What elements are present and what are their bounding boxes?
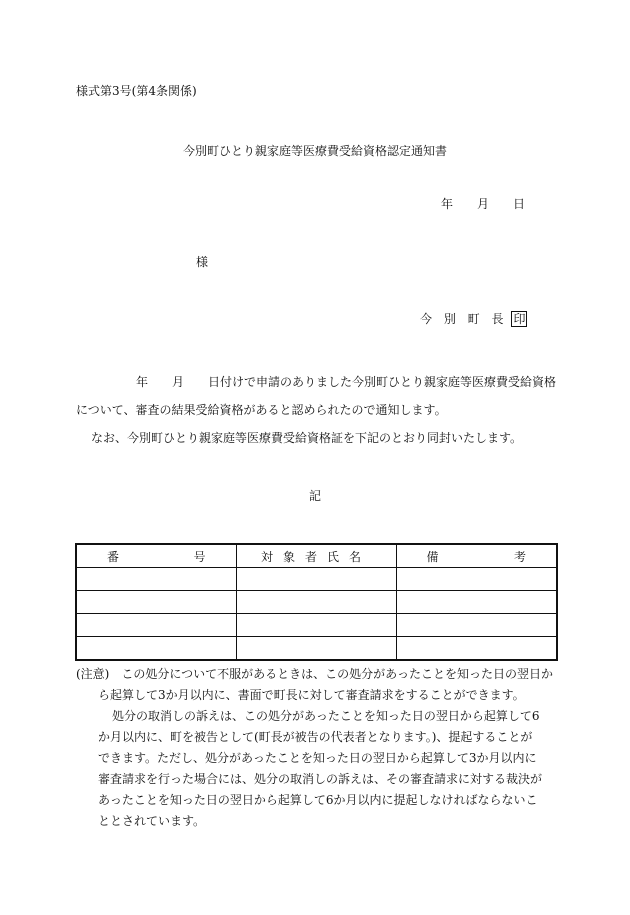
table-row — [76, 568, 557, 591]
body-year: 年 — [136, 375, 149, 389]
table-cell — [236, 614, 396, 637]
body-text-1: 日付けで申請のありました今別町ひとり親家庭等医療費受給資格 — [208, 375, 557, 389]
table-row — [76, 637, 557, 661]
note-line-1 — [76, 666, 553, 682]
header-remarks-b: 考 — [513, 549, 526, 564]
table-cell — [396, 591, 557, 614]
recipient-suffix: 様 — [196, 255, 209, 269]
table-row — [76, 591, 557, 614]
ki-heading: 記 — [308, 489, 321, 503]
date-year: 年 — [441, 197, 454, 211]
note-line-4: か月以内に、町を被告として(町長が被告の代表者となります。)、提起することが — [98, 730, 533, 744]
header-remarks-a: 備 — [426, 549, 439, 564]
table-cell — [236, 568, 396, 591]
table-cell — [76, 614, 236, 637]
table-header-row — [76, 544, 557, 568]
issuer-name: 今 別 町 長 — [420, 312, 508, 326]
table-cell — [396, 568, 557, 591]
table-cell — [396, 614, 557, 637]
note-line-3: 処分の取消しの訴えは、この処分があったことを知った日の翌日から起算して6 — [112, 709, 540, 723]
note-line-8: ととされています。 — [98, 814, 206, 828]
body-line-1 — [136, 374, 556, 390]
table-cell — [76, 568, 236, 591]
header-number-a: 番 — [107, 549, 120, 564]
note-line-7: あったことを知った日の翌日から起算して6か月以内に提起しなければならないこ — [98, 793, 538, 807]
certificate-table — [75, 543, 558, 661]
note-text-1: この処分について不服があるときは、この処分があったことを知った日の翌日か — [121, 667, 554, 681]
issuer-line — [420, 311, 527, 327]
table-cell — [236, 591, 396, 614]
header-name — [236, 544, 396, 568]
table-cell — [76, 637, 236, 661]
body-line-2: について、審査の結果受給資格があると認められたので通知します。 — [76, 403, 447, 417]
body-month: 月 — [172, 375, 185, 389]
header-number — [76, 544, 236, 568]
document-title: 今別町ひとり親家庭等医療費受給資格認定通知書 — [182, 144, 447, 158]
seal-stamp: 印 — [513, 312, 526, 326]
header-number-b: 号 — [193, 549, 206, 564]
date-month: 月 — [477, 197, 490, 211]
note-line-5: できます。ただし、処分があったことを知った日の翌日から起算して3か月以内に — [98, 751, 537, 765]
note-line-2: ら起算して3か月以内に、書面で町長に対して審査請求をすることができます。 — [98, 688, 525, 702]
body-line-3: なお、今別町ひとり親家庭等医療費受給資格証を下記のとおり同封いたします。 — [91, 431, 523, 445]
table-cell — [236, 637, 396, 661]
table-cell — [76, 591, 236, 614]
note-label: (注意) — [76, 667, 110, 681]
header-name-label: 対象者氏名 — [260, 549, 371, 564]
table-cell — [396, 637, 557, 661]
date-line — [441, 196, 525, 212]
header-remarks — [396, 544, 557, 568]
date-day: 日 — [513, 197, 526, 211]
table-row — [76, 614, 557, 637]
form-number: 様式第3号(第4条関係) — [76, 84, 197, 98]
note-line-6: 審査請求を行った場合には、処分の取消しの訴えは、その審査請求に対する裁決が — [98, 772, 543, 786]
